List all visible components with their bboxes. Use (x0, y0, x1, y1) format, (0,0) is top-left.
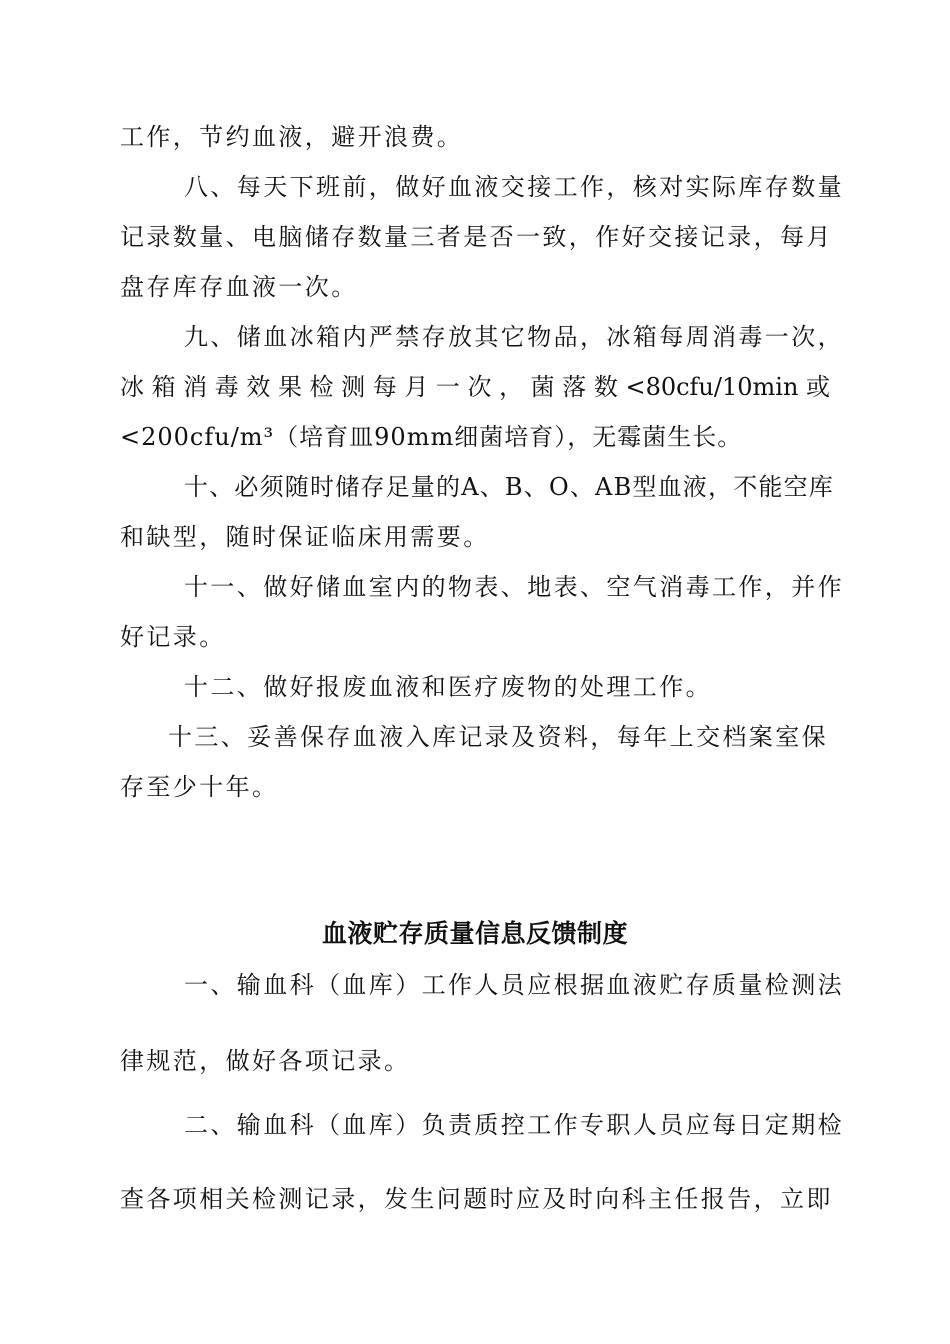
paragraph-line: 存至少十年。 (120, 773, 279, 801)
paragraph-line: 好记录。 (120, 623, 226, 651)
paragraph-line: <200cfu/m³（培育皿90mm细菌培育），无霉菌生长。 (120, 423, 743, 451)
paragraph-line: 工作，节约血液，避开浪费。 (120, 123, 464, 151)
paragraph-line: 二、输血科（血库）负责质控工作专职人员应每日定期检 (184, 1111, 844, 1139)
paragraph-line: 和缺型，随时保证临床用需要。 (120, 523, 490, 551)
paragraph-line: 八、每天下班前，做好血液交接工作，核对实际库存数量 (184, 173, 844, 201)
paragraph-line: 十、必须随时储存足量的A、B、O、AB型血液，不能空库 (184, 473, 835, 501)
paragraph-line: 律规范，做好各项记录。 (120, 1047, 411, 1075)
paragraph-line: 十三、妥善保存血液入库记录及资料，每年上交档案室保 (168, 723, 828, 751)
paragraph-line: 盘存库存血液一次。 (120, 273, 358, 301)
section-title: 血液贮存质量信息反馈制度 (321, 919, 628, 948)
paragraph-line: 九、储血冰箱内严禁存放其它物品，冰箱每周消毒一次， (184, 323, 844, 351)
paragraph-line: 一、输血科（血库）工作人员应根据血液贮存质量检测法 (184, 971, 844, 999)
paragraph-line: 十一、做好储血室内的物表、地表、空气消毒工作，并作 (184, 573, 844, 601)
paragraph-line: 查各项相关检测记录，发生问题时应及时向科主任报告，立即 (120, 1185, 833, 1213)
paragraph-line: 十二、做好报废血液和医疗废物的处理工作。 (184, 673, 712, 701)
paragraph-line: 冰箱消毒效果检测每月一次，菌落数<80cfu/10min或 (120, 373, 830, 401)
paragraph-line: 记录数量、电脑储存数量三者是否一致，作好交接记录，每月 (120, 223, 833, 251)
